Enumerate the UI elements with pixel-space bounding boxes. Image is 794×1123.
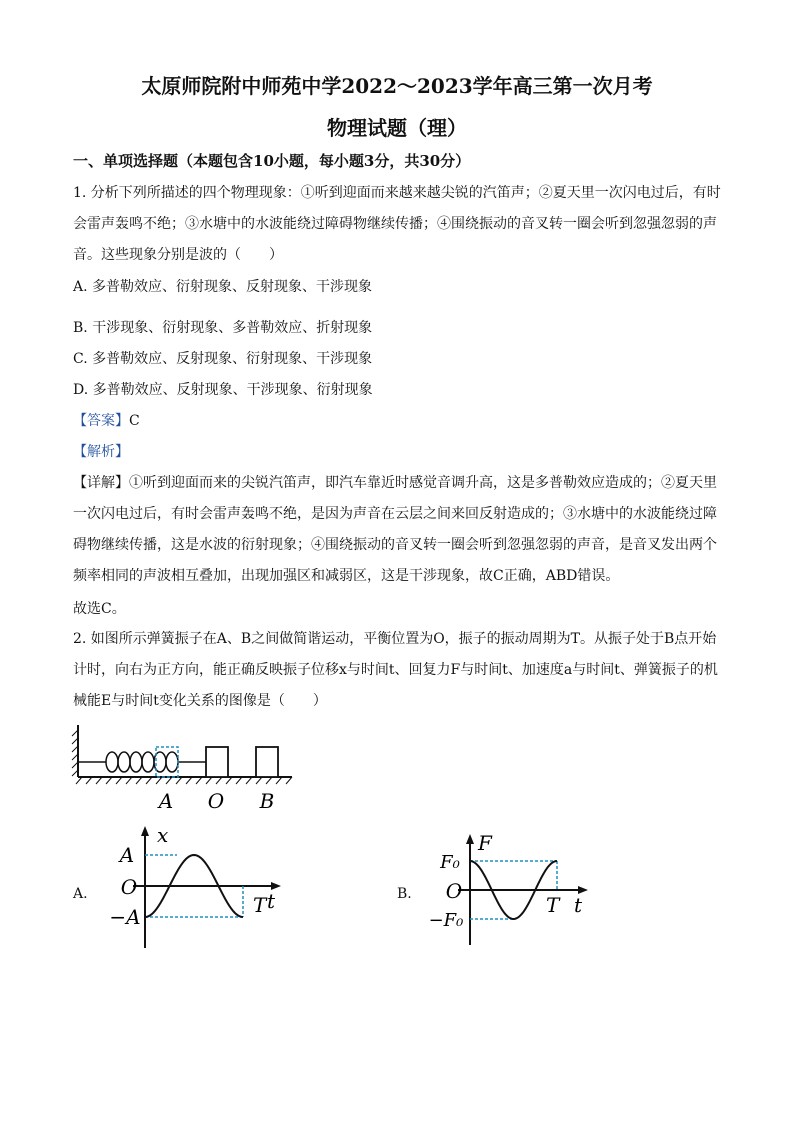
- detail-text: ①听到迎面而来的尖锐汽笛声，即汽车靠近时感觉音调升高，这是多普勒效应造成的；②夏天里一次闪电过后，有时会雷声轰鸣不绝，是因为声音在云层之间来回反射造成的；③水塘中的水波能绕过障碍物继续传播，这是水波的衍射现象；④围绕振动的音叉转一圈会听到忽强忽弱的声音，是音叉发出两个频率相同的声波相互叠加，出现加强区和减弱区，这是干涉现象，故C正确，ABD错误。: [73, 475, 717, 584]
- spring-oscillator-figure: [70, 720, 300, 815]
- q2-option-a-label: A.: [73, 886, 88, 902]
- q1-option-a: A. 多普勒效应、衍射现象、反射现象、干涉现象: [73, 279, 373, 295]
- detail-label: 【详解】: [73, 475, 129, 491]
- q1-answer-line: [73, 410, 140, 430]
- q1-option-d: D. 多普勒效应、反射现象、干涉现象、衍射现象: [73, 382, 373, 398]
- q1-option-c: C. 多普勒效应、反射现象、衍射现象、干涉现象: [73, 351, 373, 367]
- answer-label: 【答案】: [73, 413, 129, 429]
- block-at-o: [206, 747, 228, 777]
- q1-option-b: B. 干涉现象、衍射现象、多普勒效应、折射现象: [73, 320, 373, 336]
- period-tick: T: [546, 893, 560, 917]
- pos-tick: A: [119, 843, 135, 867]
- block-at-b: [256, 747, 278, 777]
- analysis-label: 【解析】: [73, 444, 129, 460]
- y-axis-arrow: [466, 834, 474, 844]
- origin-label: O: [120, 875, 138, 899]
- neg-tick: −A: [109, 905, 141, 929]
- y-label: F: [478, 831, 492, 855]
- spring-coils: [106, 752, 178, 772]
- q1-detail: [73, 468, 723, 592]
- section-heading: 一、单项选择题（本题包含10小题，每小题3分，共30分）: [73, 152, 471, 170]
- graph-option-b: [420, 830, 600, 950]
- floor-hatching: [76, 777, 292, 784]
- neg-tick: −F₀: [428, 910, 464, 931]
- exam-subtitle: 物理试题（理）: [327, 116, 467, 140]
- label-o: O: [207, 789, 225, 813]
- origin-label: O: [445, 879, 463, 903]
- pos-tick: F₀: [440, 852, 460, 873]
- label-a: A: [158, 789, 174, 813]
- q1-analysis-label: [73, 441, 129, 461]
- y-axis-arrow: [141, 826, 149, 836]
- q2-stem: 2. 如图所示弹簧振子在A、B之间做简谐运动，平衡位置为O，振子的振动周期为T。从振子处于B点开始计时，向右为正方向，能正确反映振子位移x与时间t、回复力F与时间t、加速度a与时间t、弹簧振子的机械能E与时间t变化关系的图像是（ ）: [73, 631, 718, 709]
- exam-title: 太原师院附中师苑中学2022～2023学年高三第一次月考: [141, 74, 653, 98]
- x-label: t: [574, 893, 583, 917]
- x-label: t: [267, 889, 276, 913]
- answer-value: C: [129, 413, 140, 429]
- q1-stem: 1. 分析下列所描述的四个物理现象：①听到迎面而来越来越尖锐的汽笛声；②夏天里一次闪电过后，有时会雷声轰鸣不绝；③水塘中的水波能绕过障碍物继续传播；④围绕振动的音叉转一圈会听到忽强忽弱的声音。这些现象分别是波的（ ）: [73, 185, 721, 263]
- q1-conclusion: 故选C。: [73, 601, 126, 617]
- y-label: x: [157, 823, 169, 847]
- period-tick: T: [253, 893, 267, 917]
- q2-option-b-label: B.: [397, 886, 412, 902]
- label-b: B: [259, 789, 275, 813]
- graph-option-a: [105, 822, 290, 952]
